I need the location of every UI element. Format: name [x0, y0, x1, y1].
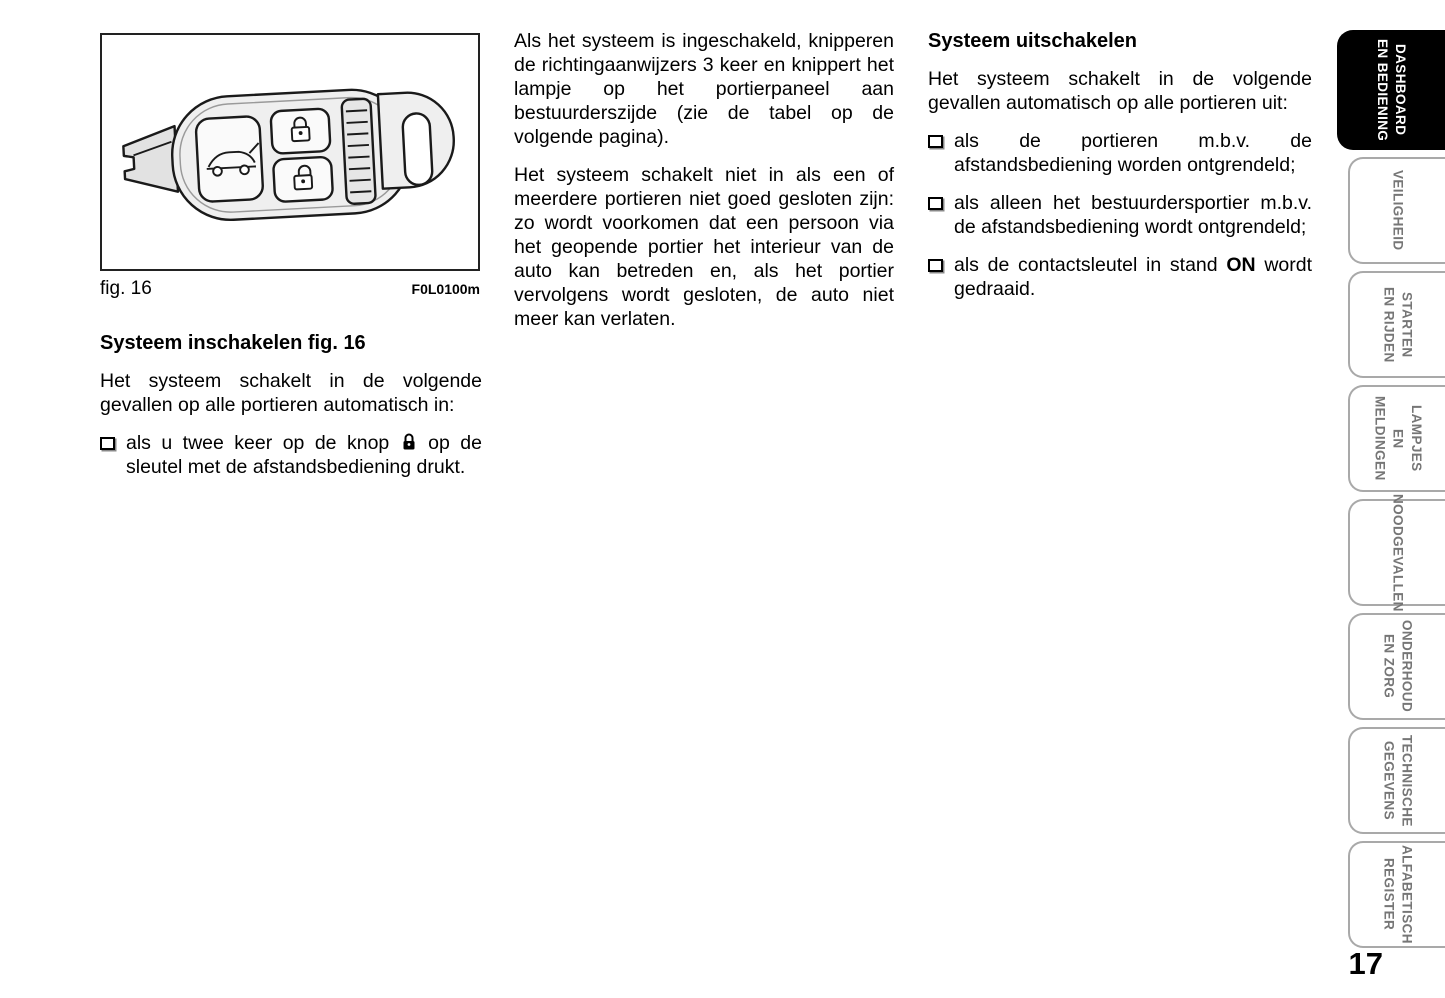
bullet-text: als de portieren m.b.v. de afstandsbediening worden ontgrendeld;: [954, 129, 1312, 176]
sidebar-tab-technische-gegevens[interactable]: [1348, 727, 1445, 834]
sidebar-tab-lampjes-en-meldingen[interactable]: [1348, 385, 1445, 492]
tab-label: VEILIGHEID: [1390, 170, 1406, 251]
figure-code: F0L0100m: [411, 281, 480, 297]
section-tab-bar: [1337, 30, 1445, 955]
sidebar-tab-alfabetisch-register[interactable]: [1348, 841, 1445, 948]
bullet-square-icon: [928, 259, 943, 272]
heading-systeem-inschakelen: Systeem inschakelen fig. 16: [100, 332, 366, 354]
bullet-text-after: wordt gedraaid.: [954, 253, 1312, 300]
key-ring-hole: [402, 113, 433, 186]
column-right: [928, 30, 1312, 316]
sidebar-tab-starten-en-rijden[interactable]: [1348, 271, 1445, 378]
figure-box: [100, 33, 480, 271]
paragraph: Het systeem schakelt in de volgende gevallen op alle portieren automatisch in:: [100, 370, 482, 416]
figure-caption-row: [100, 278, 480, 300]
bullet-text-before: als de contactsleutel in stand: [954, 253, 1227, 276]
sidebar-tab-veiligheid[interactable]: [1348, 157, 1445, 264]
bullet-text-after: op de sleutel met de afstandsbediening drukt.: [126, 431, 482, 478]
lock-icon: [402, 433, 416, 451]
bullet-text-bold: ON: [1226, 253, 1256, 276]
paragraph: Als het systeem is ingeschakeld, knipperen de richtingaanwijzers 3 keer en knippert het lampje op het portierpaneel aan bestuurderszijde (zie de tabel op de volgende pagina).: [514, 30, 894, 148]
paragraph: Het systeem schakelt niet in als een of meerdere portieren niet goed gesloten zijn: zo wordt voorkomen dat een persoon via het geopende portier het interieur van de auto kan betreden en, als het portier vervolgens wordt gesloten, de auto niet meer kan verlaten.: [514, 163, 894, 330]
tab-label: ONDERHOUD EN ZORG: [1381, 620, 1415, 713]
bullet-text: [126, 432, 482, 480]
sidebar-tab-dashboard-en-bediening[interactable]: [1337, 30, 1445, 150]
tab-label: STARTEN EN RIJDEN: [1381, 286, 1415, 363]
paragraph: Het systeem schakelt in de volgende gevallen automatisch op alle portieren uit:: [928, 68, 1312, 114]
list-item: [928, 192, 1312, 240]
sidebar-tab-onderhoud-en-zorg[interactable]: [1348, 613, 1445, 720]
tab-label: DASHBOARD EN BEDIENING: [1375, 38, 1409, 142]
grip-area: [341, 98, 375, 204]
heading-systeem-uitschakelen: Systeem uitschakelen: [928, 30, 1137, 52]
list-item: [928, 130, 1312, 178]
bullet-square-icon: [100, 437, 115, 450]
bullet-text: als alleen het bestuurdersportier m.b.v. de afstandsbediening wordt ontgrendeld;: [954, 191, 1312, 238]
list-item: [100, 432, 482, 480]
tab-label: TECHNISCHE GEGEVENS: [1381, 734, 1415, 827]
bullet-text: [954, 254, 1312, 302]
key-remote-figure: [106, 39, 474, 265]
tab-label: NOODGEVALLEN: [1390, 493, 1406, 612]
bullet-square-icon: [928, 135, 943, 148]
key-blade: [122, 126, 178, 194]
tab-label: LAMPJES EN MELDINGEN: [1372, 396, 1424, 481]
sidebar-tab-noodgevallen[interactable]: [1348, 493, 1445, 612]
column-left: [100, 332, 482, 494]
figure-caption: fig. 16: [100, 278, 152, 299]
bullet-text-before: als u twee keer op de knop: [126, 431, 400, 454]
list-item: [928, 254, 1312, 302]
bullet-square-icon: [928, 197, 943, 210]
page-number: 17: [1348, 946, 1383, 981]
tab-label: ALFABETISCH REGISTER: [1381, 845, 1415, 944]
column-middle: [514, 30, 894, 346]
